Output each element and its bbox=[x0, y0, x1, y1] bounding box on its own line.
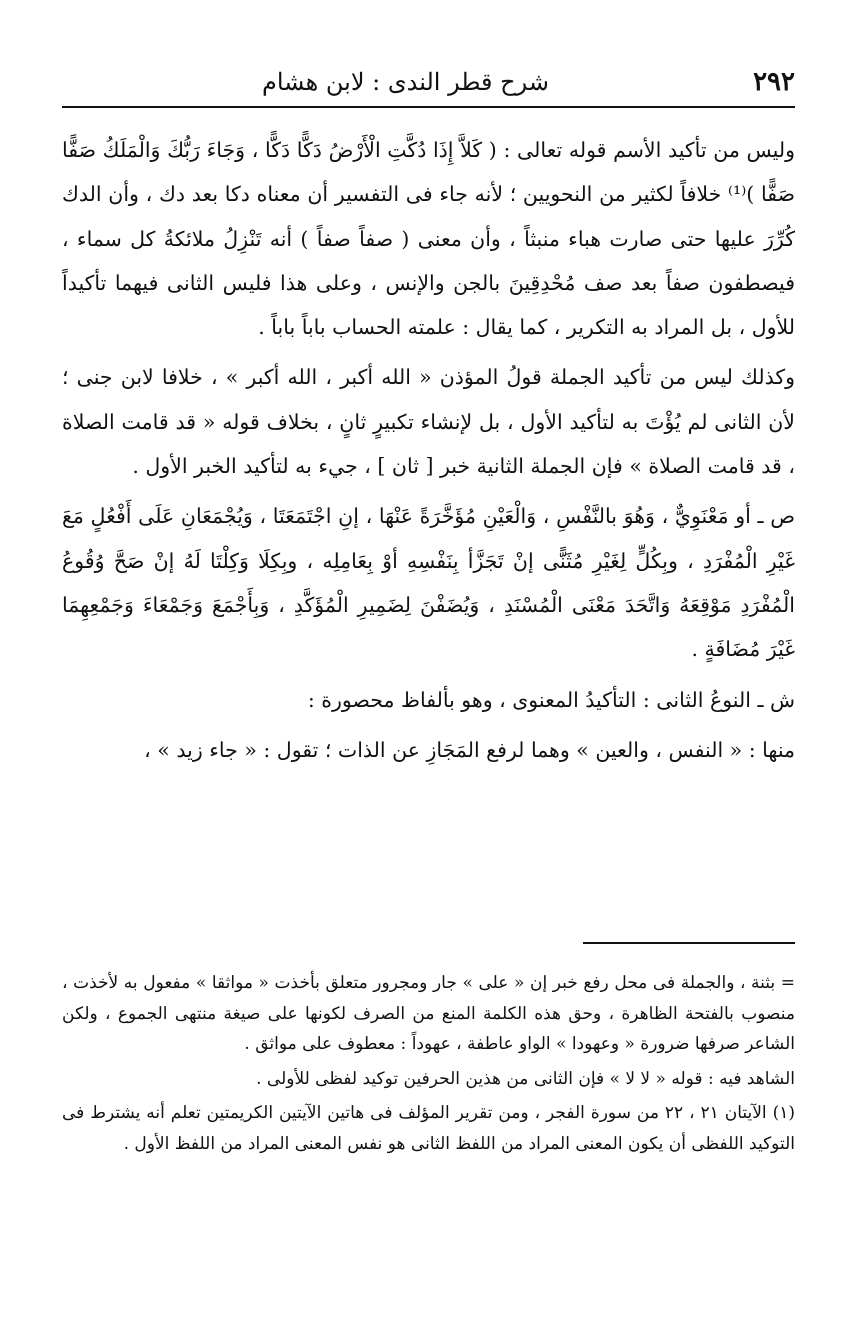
footnote-continued: = بثنة ، والجملة فى محل رفع خبر إن « على » جار ومجرور متعلق بأخذت « مواثقا » مفعول به لأخذت ، منصوب بالفتحة الظاهرة ، وحق هذه الكلمة المنع من الصرف لكونها على صيغة منتهى الجموع ، ولكن الشاعر صرفها ضرورة « وعهودا » الواو عاطفة ، عهوداً : معطوف على مواثق . bbox=[62, 973, 795, 1054]
footnote-divider bbox=[583, 942, 795, 944]
running-title: شرح قطر الندى : لابن هشام bbox=[262, 68, 549, 96]
paragraph-adhan: وكذلك ليس من تأكيد الجملة قولُ المؤذن « الله أكبر ، الله أكبر » ، خلافا لابن جنى ؛ لأن الثانى لم يُؤْتَ به لتأكيد الأول ، بل لإنشاء تكبيرٍ ثانٍ ، بخلاف قوله « قد قامت الصلاة ، قد قامت الصلاة » فإن الجملة الثانية خبر [ ثان ] ، جيء به لتأكيد الخبر الأول . bbox=[62, 365, 795, 479]
footnotes bbox=[62, 968, 795, 1159]
footnote-shahid: الشاهد فيه : قوله « لا لا » فإن الثانى من هذين الحرفين توكيد لفظى للأولى . bbox=[256, 1068, 795, 1089]
paragraph-matn: ص ـ أو مَعْنَوِيٌّ ، وَهُوَ بالنَّفْسِ ، وَالْعَيْنِ مُؤَخَّرَةً عَنْهَا ، إنِ اجْتَمَعَتَا ، وَيُجْمَعَانِ عَلَى أَفْعُلٍ مَعَ غَيْرِ الْمُفْرَدِ ، وبِكُلٍّ لِغَيْرِ مُثَنًّى إنْ تَجَزَّأ بِنَفْسِهِ أوْ بِعَامِلِه ، وبِكِلَا وَكِلْتَا لَهُ إنْ صَحَّ وُقُوعُ الْمُفْرَدِ مَوْقِعَهُ وَاتَّحَدَ مَعْنَى الْمُسْنَدِ ، وَيُضَفْنَ لِضَمِيرِ الْمُؤَكَّدِ ، وَبِأَجْمَعَ وَجَمْعَاءَ وَجَمْعِهِمَا غَيْرَ مُضَافَةٍ . bbox=[62, 504, 795, 662]
paragraph-verse-tafsir: وليس من تأكيد الأسم قوله تعالى : ( كَلاَّ إِذَا دُكَّتِ الْأَرْضُ دَكًّا دَكًّا ، وَجَاءَ رَبُّكَ وَالْمَلَكُ صَفًّا صَفًّا )⁽¹⁾ خلافاً لكثير من النحويين ؛ لأنه جاء فى التفسير أن معناه دكا بعد دك ، وأن الدك كُرِّرَ عليها حتى صارت هباء منبثاً ، وأن معنى ( صفاً صفاً ) أنه تَنْزِلُ ملائكةُ كل سماء ، فيصطفون صفاً بعد صف مُحْدِقِينَ بالجن والإنس ، وعلى هذا فليس الثانى فيهما تأكيداً للأول ، بل المراد به التكرير ، كما يقال : علمته الحساب باباً باباً . bbox=[62, 138, 795, 340]
paragraph-sharh-heading: ش ـ النوعُ الثانى : التأكيدُ المعنوى ، وهو بألفاظ محصورة : bbox=[307, 687, 795, 712]
page-header bbox=[62, 62, 795, 108]
page-number: ٢٩٢ bbox=[753, 67, 795, 97]
main-text bbox=[62, 128, 795, 772]
paragraph-sharh-body: منها : « النفس ، والعين » وهما لرفع المَجَازِ عن الذات ؛ تقول : « جاء زيد » ، bbox=[144, 737, 795, 762]
footnote-1: (١) الآيتان ٢١ ، ٢٢ من سورة الفجر ، ومن تقرير المؤلف فى هاتين الآيتين الكريمتين تعلم أنه يشترط فى التوكيد اللفظى أن يكون المعنى المراد من اللفظ الثانى هو نفس المعنى المراد من اللفظ الأول . bbox=[62, 1103, 795, 1154]
